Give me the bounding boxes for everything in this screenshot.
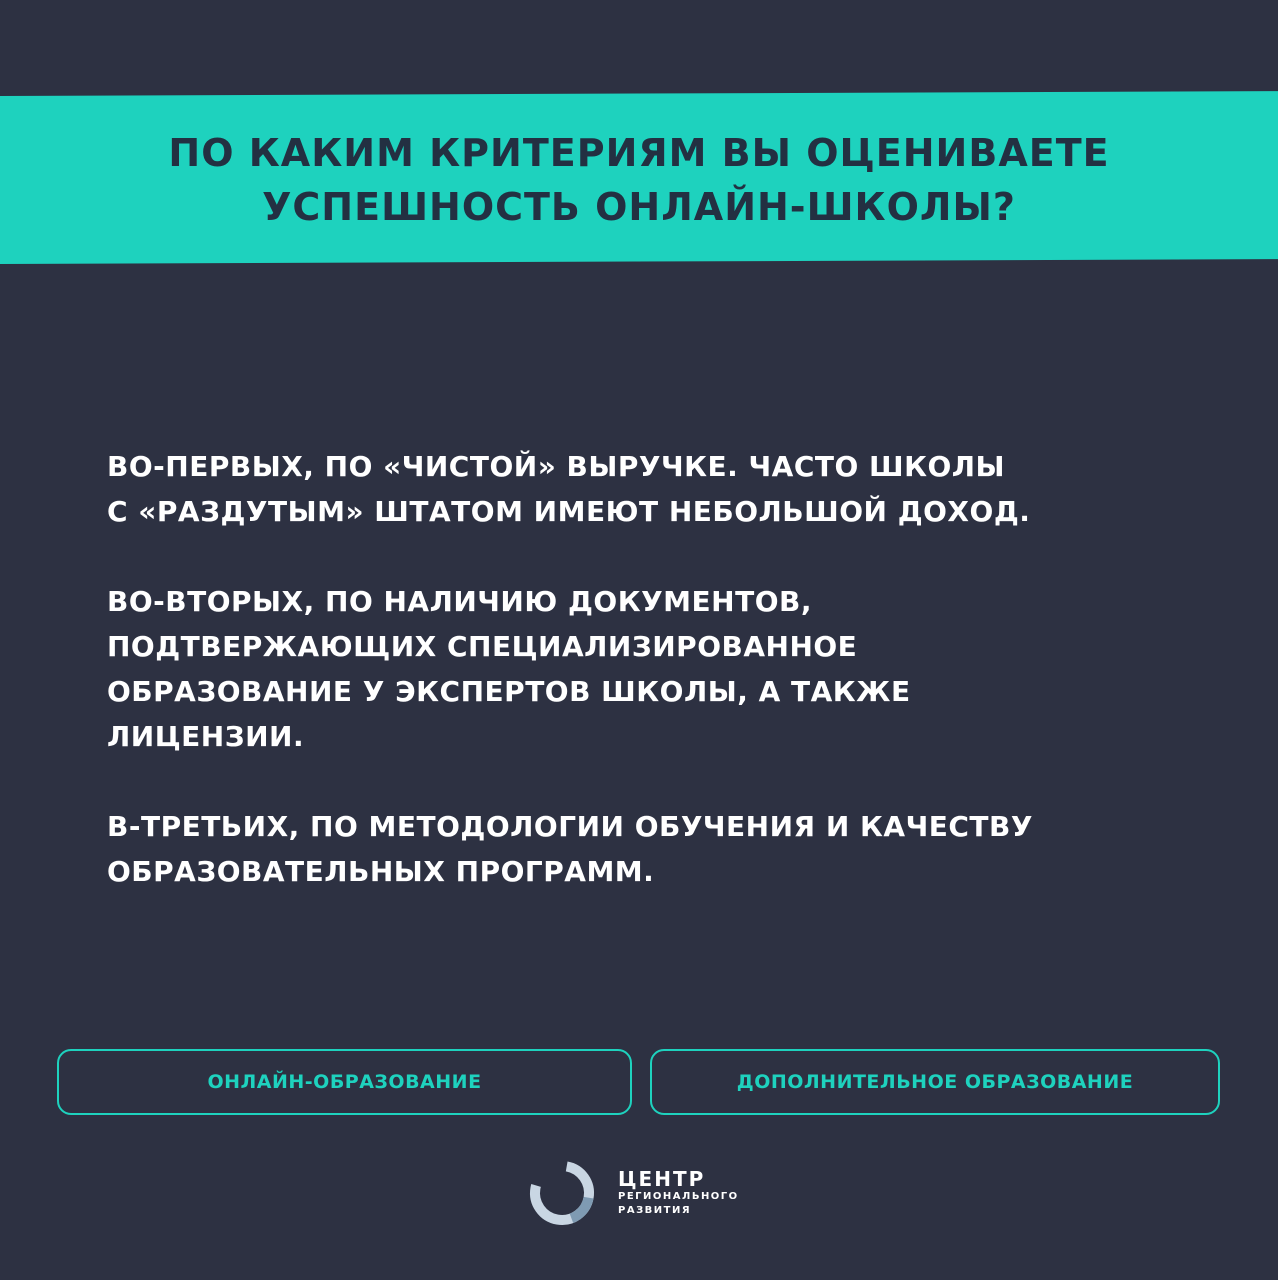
- tag-label: ОНЛАЙН-ОБРАЗОВАНИЕ: [207, 1071, 482, 1093]
- logo-ring-icon: [528, 1159, 596, 1227]
- tag-label: ДОПОЛНИТЕЛЬНОЕ ОБРАЗОВАНИЕ: [736, 1071, 1134, 1093]
- tag-additional-education[interactable]: [650, 1049, 1220, 1115]
- answer-line: ОБРАЗОВАТЕЛЬНЫХ ПРОГРАММ.: [107, 855, 655, 888]
- page-title-line-2: УСПЕШНОСТЬ ОНЛАЙН-ШКОЛЫ?: [262, 185, 1016, 229]
- answer-line: ПОДТВЕРЖАЮЩИХ СПЕЦИАЛИЗИРОВАННОЕ: [107, 630, 858, 663]
- answer-line: ВО-ВТОРЫХ, ПО НАЛИЧИЮ ДОКУМЕНТОВ,: [107, 585, 812, 618]
- answer-paragraph-third: [107, 804, 1197, 894]
- answer-text: [107, 444, 1197, 894]
- logo-line-3: РАЗВИТИЯ: [618, 1205, 692, 1216]
- logo-line-1: ЦЕНТР: [618, 1167, 706, 1191]
- answer-line: ЛИЦЕНЗИИ.: [107, 720, 305, 753]
- answer-paragraph-second: [107, 579, 1197, 759]
- answer-line: ВО-ПЕРВЫХ, ПО «ЧИСТОЙ» ВЫРУЧКЕ. ЧАСТО ШКОЛЫ: [107, 450, 1006, 483]
- answer-line: С «РАЗДУТЫМ» ШТАТОМ ИМЕЮТ НЕБОЛЬШОЙ ДОХОД.: [107, 495, 1031, 528]
- logo-text: [618, 1168, 739, 1218]
- logo-line-2: РЕГИОНАЛЬНОГО: [618, 1191, 739, 1202]
- answer-line: В-ТРЕТЬИХ, ПО МЕТОДОЛОГИИ ОБУЧЕНИЯ И КАЧЕСТВУ: [107, 810, 1033, 843]
- tag-online-education[interactable]: [57, 1049, 632, 1115]
- page-title-line-1: ПО КАКИМ КРИТЕРИЯМ ВЫ ОЦЕНИВАЕТЕ: [168, 131, 1110, 175]
- answer-line: ОБРАЗОВАНИЕ У ЭКСПЕРТОВ ШКОЛЫ, А ТАКЖЕ: [107, 675, 911, 708]
- answer-paragraph-first: [107, 444, 1197, 534]
- page-title: [0, 126, 1278, 234]
- logo: [528, 1158, 739, 1228]
